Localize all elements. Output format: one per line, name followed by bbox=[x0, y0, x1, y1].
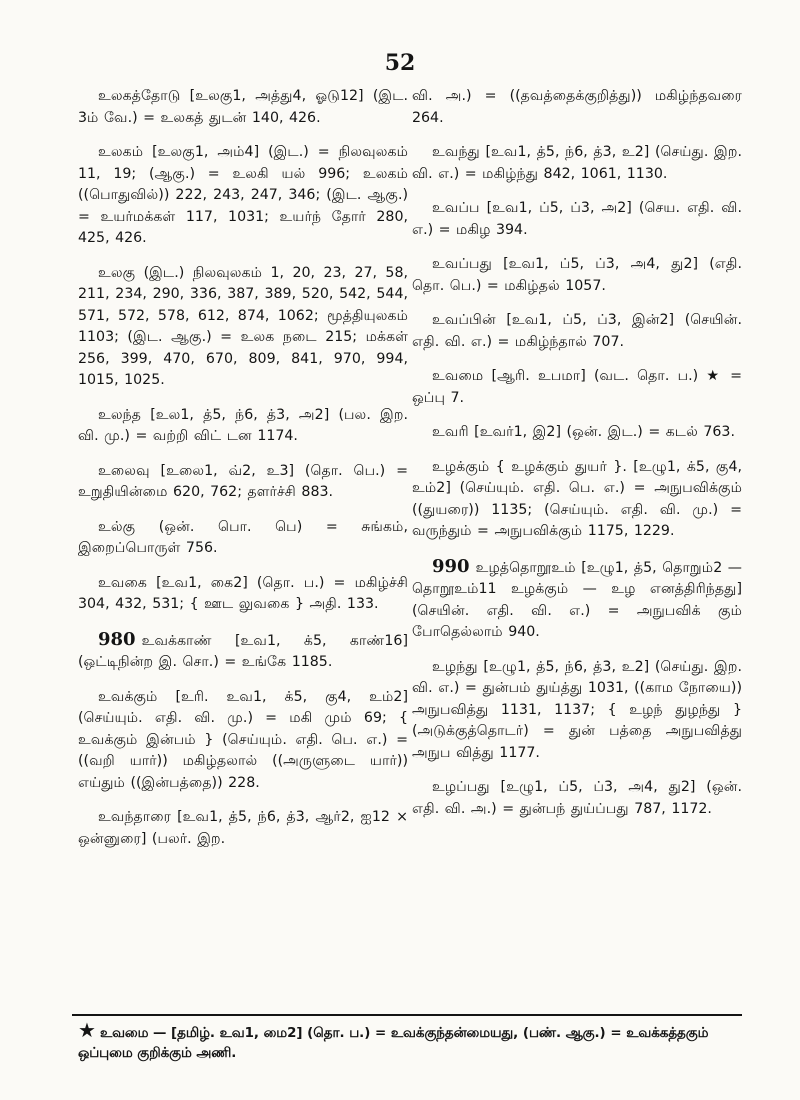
entry-number: 990 bbox=[432, 555, 470, 577]
dictionary-entry: 990 உழத்தொறூஉம் [உழு1, த்5, தொறும்2 — தொறூஉம்11 உழக்கும் — உழ எனத்திரிந்தது] (செயின். எதி. வி. எ.) = அநுபவிக் கும் போதெல்லாம் 940. bbox=[412, 555, 742, 640]
right-column bbox=[412, 86, 742, 833]
dictionary-entry: உவரி [உவர்1, இ2] (ஒன். இட.) = கடல் 763. bbox=[432, 424, 735, 440]
dictionary-entry: உவப்பின் [உவ1, ப்5, ப்3, இன்2] (செயின். எதி. வி. எ.) = மகிழ்ந்தால் 707. bbox=[412, 312, 742, 350]
footnote-divider bbox=[72, 1014, 742, 1016]
entry-number: 980 bbox=[98, 628, 136, 650]
dictionary-entry: உவந்தாரை [உவ1, த்5, ந்6, த்3, ஆர்2, ஐ12 × ஒன்னுரை] (பலர். இற. bbox=[78, 809, 408, 847]
dictionary-entry: உவக்கும் [உரி. உவ1, க்5, கு4, உம்2] (செய்யும். எதி. வி. மு.) = மகி மும் 69; { உவக்கும் இன்பம் } (செய்யும். எதி. பெ. எ.) = ((வறி யார்)) மகிழ்தலால் ((அருளுடை யார்)) எய்தும் ((இன்பத்தை)) 228. bbox=[78, 688, 408, 791]
page-number: 52 bbox=[384, 50, 416, 76]
dictionary-entry: உலந்த [உல1, த்5, ந்6, த்3, அ2] (பல. இற. வி. மு.) = வற்றி விட் டன 1174. bbox=[78, 406, 408, 444]
dictionary-entry: உழந்து [உழு1, த்5, ந்6, த்3, உ2] (செய்து. இற. வி. எ.) = துன்பம் துய்த்து 1031, ((காம நோயை)) அநுபவித்து 1131, 1137; { உழந் துழந்து } (அடுக்குத்தொடர்) = துன் பத்தை அநுபவித்து அநுப வித்து 1177. bbox=[412, 658, 742, 761]
footnote-text: உவமை — [தமிழ். உவ1, மை2] (தொ. ப.) = உவக்குந்தன்மையது, (பண். ஆகு.) = உவக்கத்தகும் ஒப்புமை குறிக்கும் அணி. bbox=[78, 1026, 709, 1061]
dictionary-entry: உலைவு [உலை1, வ்2, உ3] (தொ. பெ.) = உறுதியின்மை 620, 762; தளர்ச்சி 883. bbox=[78, 462, 408, 500]
star-icon: ★ bbox=[78, 1018, 96, 1042]
dictionary-entry: உழக்கும் { உழக்கும் துயர் }. [உழு1, க்5, கு4, உம்2] (செய்யும். எதி. பெ. எ.) = அநுபவிக்கும் ((துயரை)) 1135; (செய்யும். எதி. வி. மு.) = வருந்தும் = அநுபவிக்கும் 1175, 1229. bbox=[412, 458, 742, 539]
dictionary-entry: உல்கு (ஒன். பொ. பெ) = சுங்கம், இறைப்பொருள் 756. bbox=[78, 518, 408, 556]
dictionary-entry-continuation: வி. அ.) = ((தவத்தைக்குறித்து)) மகிழ்ந்தவரை 264. bbox=[412, 88, 742, 126]
dictionary-entry: உவமை [ஆரி. உபமா] (வட. தொ. ப.) ★ = ஒப்பு 7. bbox=[412, 368, 742, 406]
dictionary-entry: உவப்ப [உவ1, ப்5, ப்3, அ2] (செய. எதி. வி. எ.) = மகிழ 394. bbox=[412, 200, 742, 238]
left-column bbox=[78, 86, 408, 863]
dictionary-entry: உலகு (இட.) நிலவுலகம் 1, 20, 23, 27, 58, 211, 234, 290, 336, 387, 389, 520, 542, 544, 571, 572, 578, 612, 874, 1062; மூத்தியுலகம் 1103; (இட. ஆகு.) = உலக நடை 215; மக்கள் 256, 399, 470, 670, 809, 841, 970, 994, 1015, 1025. bbox=[78, 264, 408, 388]
dictionary-entry: உவப்பது [உவ1, ப்5, ப்3, அ4, து2] (எதி. தொ. பெ.) = மகிழ்தல் 1057. bbox=[412, 256, 742, 294]
dictionary-entry: 980 உவக்காண் [உவ1, க்5, காண்16] (ஒட்டிநின்ற இ. சொ.) = உங்கே 1185. bbox=[78, 628, 408, 670]
footnote bbox=[78, 1020, 748, 1064]
dictionary-entry: உவகை [உவ1, கை2] (தொ. ப.) = மகிழ்ச்சி 304, 432, 531; { ஊட லுவகை } அதி. 133. bbox=[78, 574, 408, 612]
dictionary-entry: உலகத்தோடு [உலகு1, அத்து4, ஓடு12] (இட. 3ம் வே.) = உலகத் துடன் 140, 426. bbox=[78, 88, 408, 126]
dictionary-entry: உவந்து [உவ1, த்5, ந்6, த்3, உ2] (செய்து. இற. வி. எ.) = மகிழ்ந்து 842, 1061, 1130. bbox=[412, 144, 742, 182]
dictionary-entry: உழப்பது [உழு1, ப்5, ப்3, அ4, து2] (ஒன். எதி. வி. அ.) = துன்பந் துய்ப்பது 787, 1172. bbox=[412, 779, 742, 817]
dictionary-entry: உலகம் [உலகு1, அம்4] (இட.) = நிலவுலகம் 11, 19; (ஆகு.) = உலகி யல் 996; உலகம் ((பொதுவில்)) 222, 243, 247, 346; (இட. ஆகு.) = உயர்மக்கள் 117, 1031; உயர்ந் தோர் 280, 425, 426. bbox=[78, 144, 408, 246]
